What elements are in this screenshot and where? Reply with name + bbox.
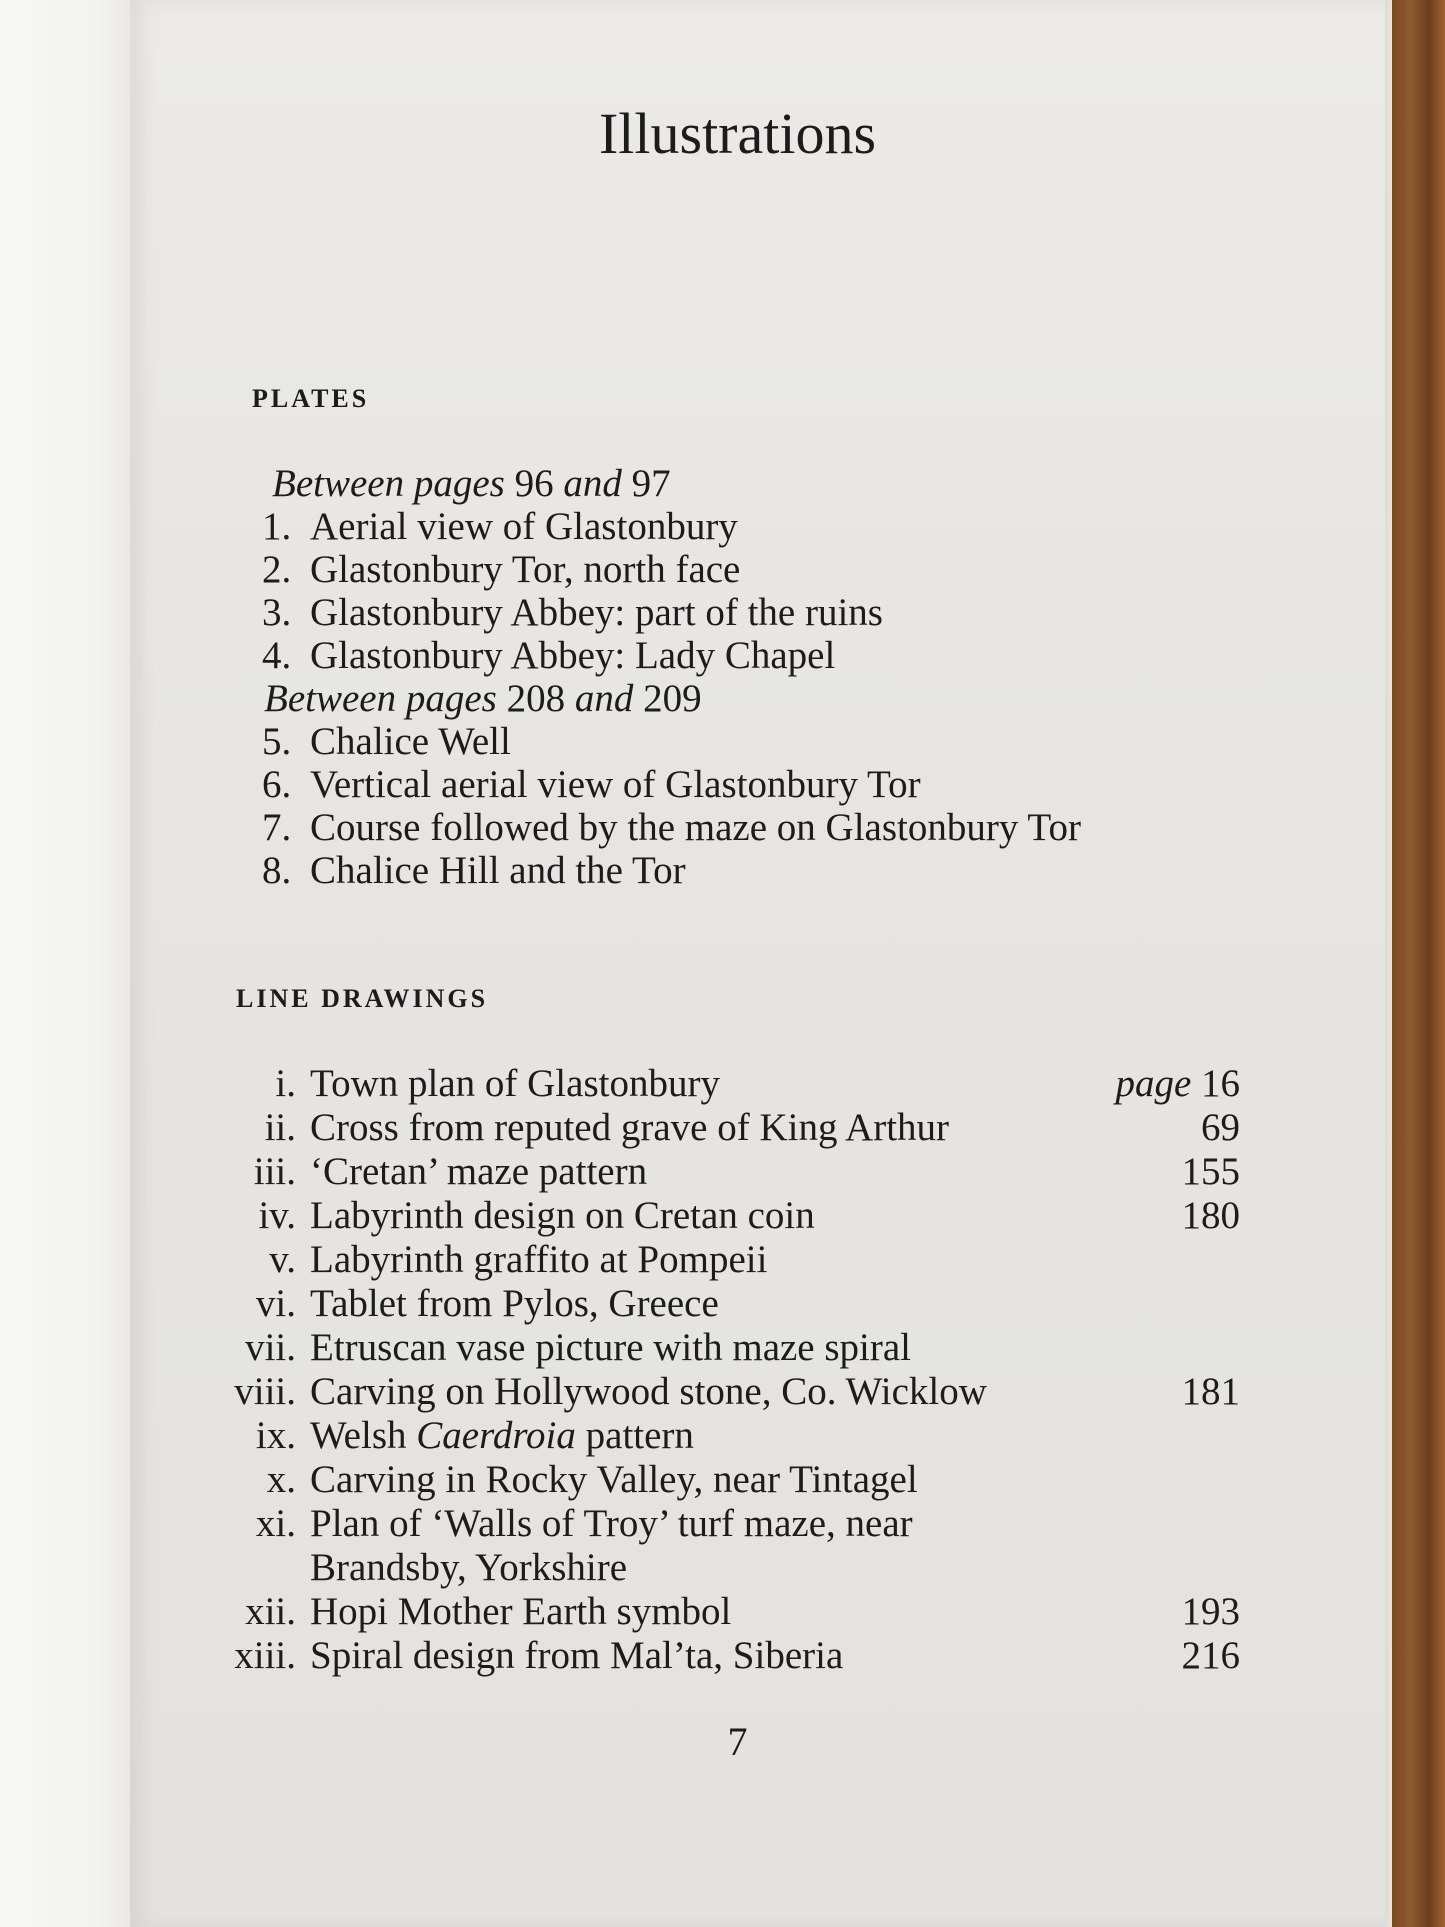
drawing-item: xiii. Spiral design from Mal’ta, Siberia 216 <box>234 1634 1240 1677</box>
plate-item: 7. Course followed by the maze on Glastonbury Tor <box>262 806 1081 849</box>
line-drawings-heading: LINE DRAWINGS <box>236 984 489 1013</box>
plate-item: 4. Glastonbury Abbey: Lady Chapel <box>262 634 836 677</box>
drawing-item: v. Labyrinth graffito at Pompeii <box>269 1238 768 1281</box>
drawing-item: xii. Hopi Mother Earth symbol 193 <box>245 1590 1240 1633</box>
facing-page <box>0 0 140 1927</box>
plate-item: 1. Aerial view of Glastonbury <box>262 505 738 548</box>
plate-item: 8. Chalice Hill and the Tor <box>262 849 686 892</box>
drawing-item: ii. Cross from reputed grave of King Arthur 69 <box>264 1106 1240 1149</box>
plate-item: 3. Glastonbury Abbey: part of the ruins <box>262 591 883 634</box>
line-drawings-list <box>210 1062 1240 1678</box>
page-title: Illustrations <box>598 101 877 166</box>
drawing-item: i. Town plan of Glastonbury page 16 <box>275 1062 1240 1105</box>
drawing-item: xi. Plan of ‘Walls of Troy’ turf maze, near <box>255 1502 913 1545</box>
drawing-item: vi. Tablet from Pylos, Greece <box>255 1282 719 1325</box>
wooden-table <box>1392 0 1445 1927</box>
drawing-item: ix. Welsh Caerdroia pattern <box>255 1414 694 1457</box>
plates-group-2-label: Between pages 208 and 209 <box>264 677 702 720</box>
page-word: page <box>1115 1062 1192 1105</box>
plates-heading: PLATES <box>252 384 370 413</box>
drawing-item: vii. Etruscan vase picture with maze spiral <box>245 1326 912 1369</box>
plates-group-1-label: Between pages 96 and 97 <box>272 462 671 505</box>
plate-item: 5. Chalice Well <box>262 720 511 763</box>
plate-item: 2. Glastonbury Tor, north face <box>262 548 741 591</box>
plate-item: 6. Vertical aerial view of Glastonbury Tor <box>262 763 921 806</box>
drawing-item: iv. Labyrinth design on Cretan coin 180 <box>258 1194 1240 1237</box>
drawing-item-continuation: Brandsby, Yorkshire <box>310 1546 628 1589</box>
plates-list <box>262 462 1081 892</box>
page-number: 7 <box>727 1719 748 1764</box>
drawing-item: viii. Carving on Hollywood stone, Co. Wicklow 181 <box>234 1370 1240 1413</box>
drawing-item: x. Carving in Rocky Valley, near Tintagel <box>266 1458 918 1501</box>
drawing-item: iii. ‘Cretan’ maze pattern 155 <box>253 1150 1240 1193</box>
